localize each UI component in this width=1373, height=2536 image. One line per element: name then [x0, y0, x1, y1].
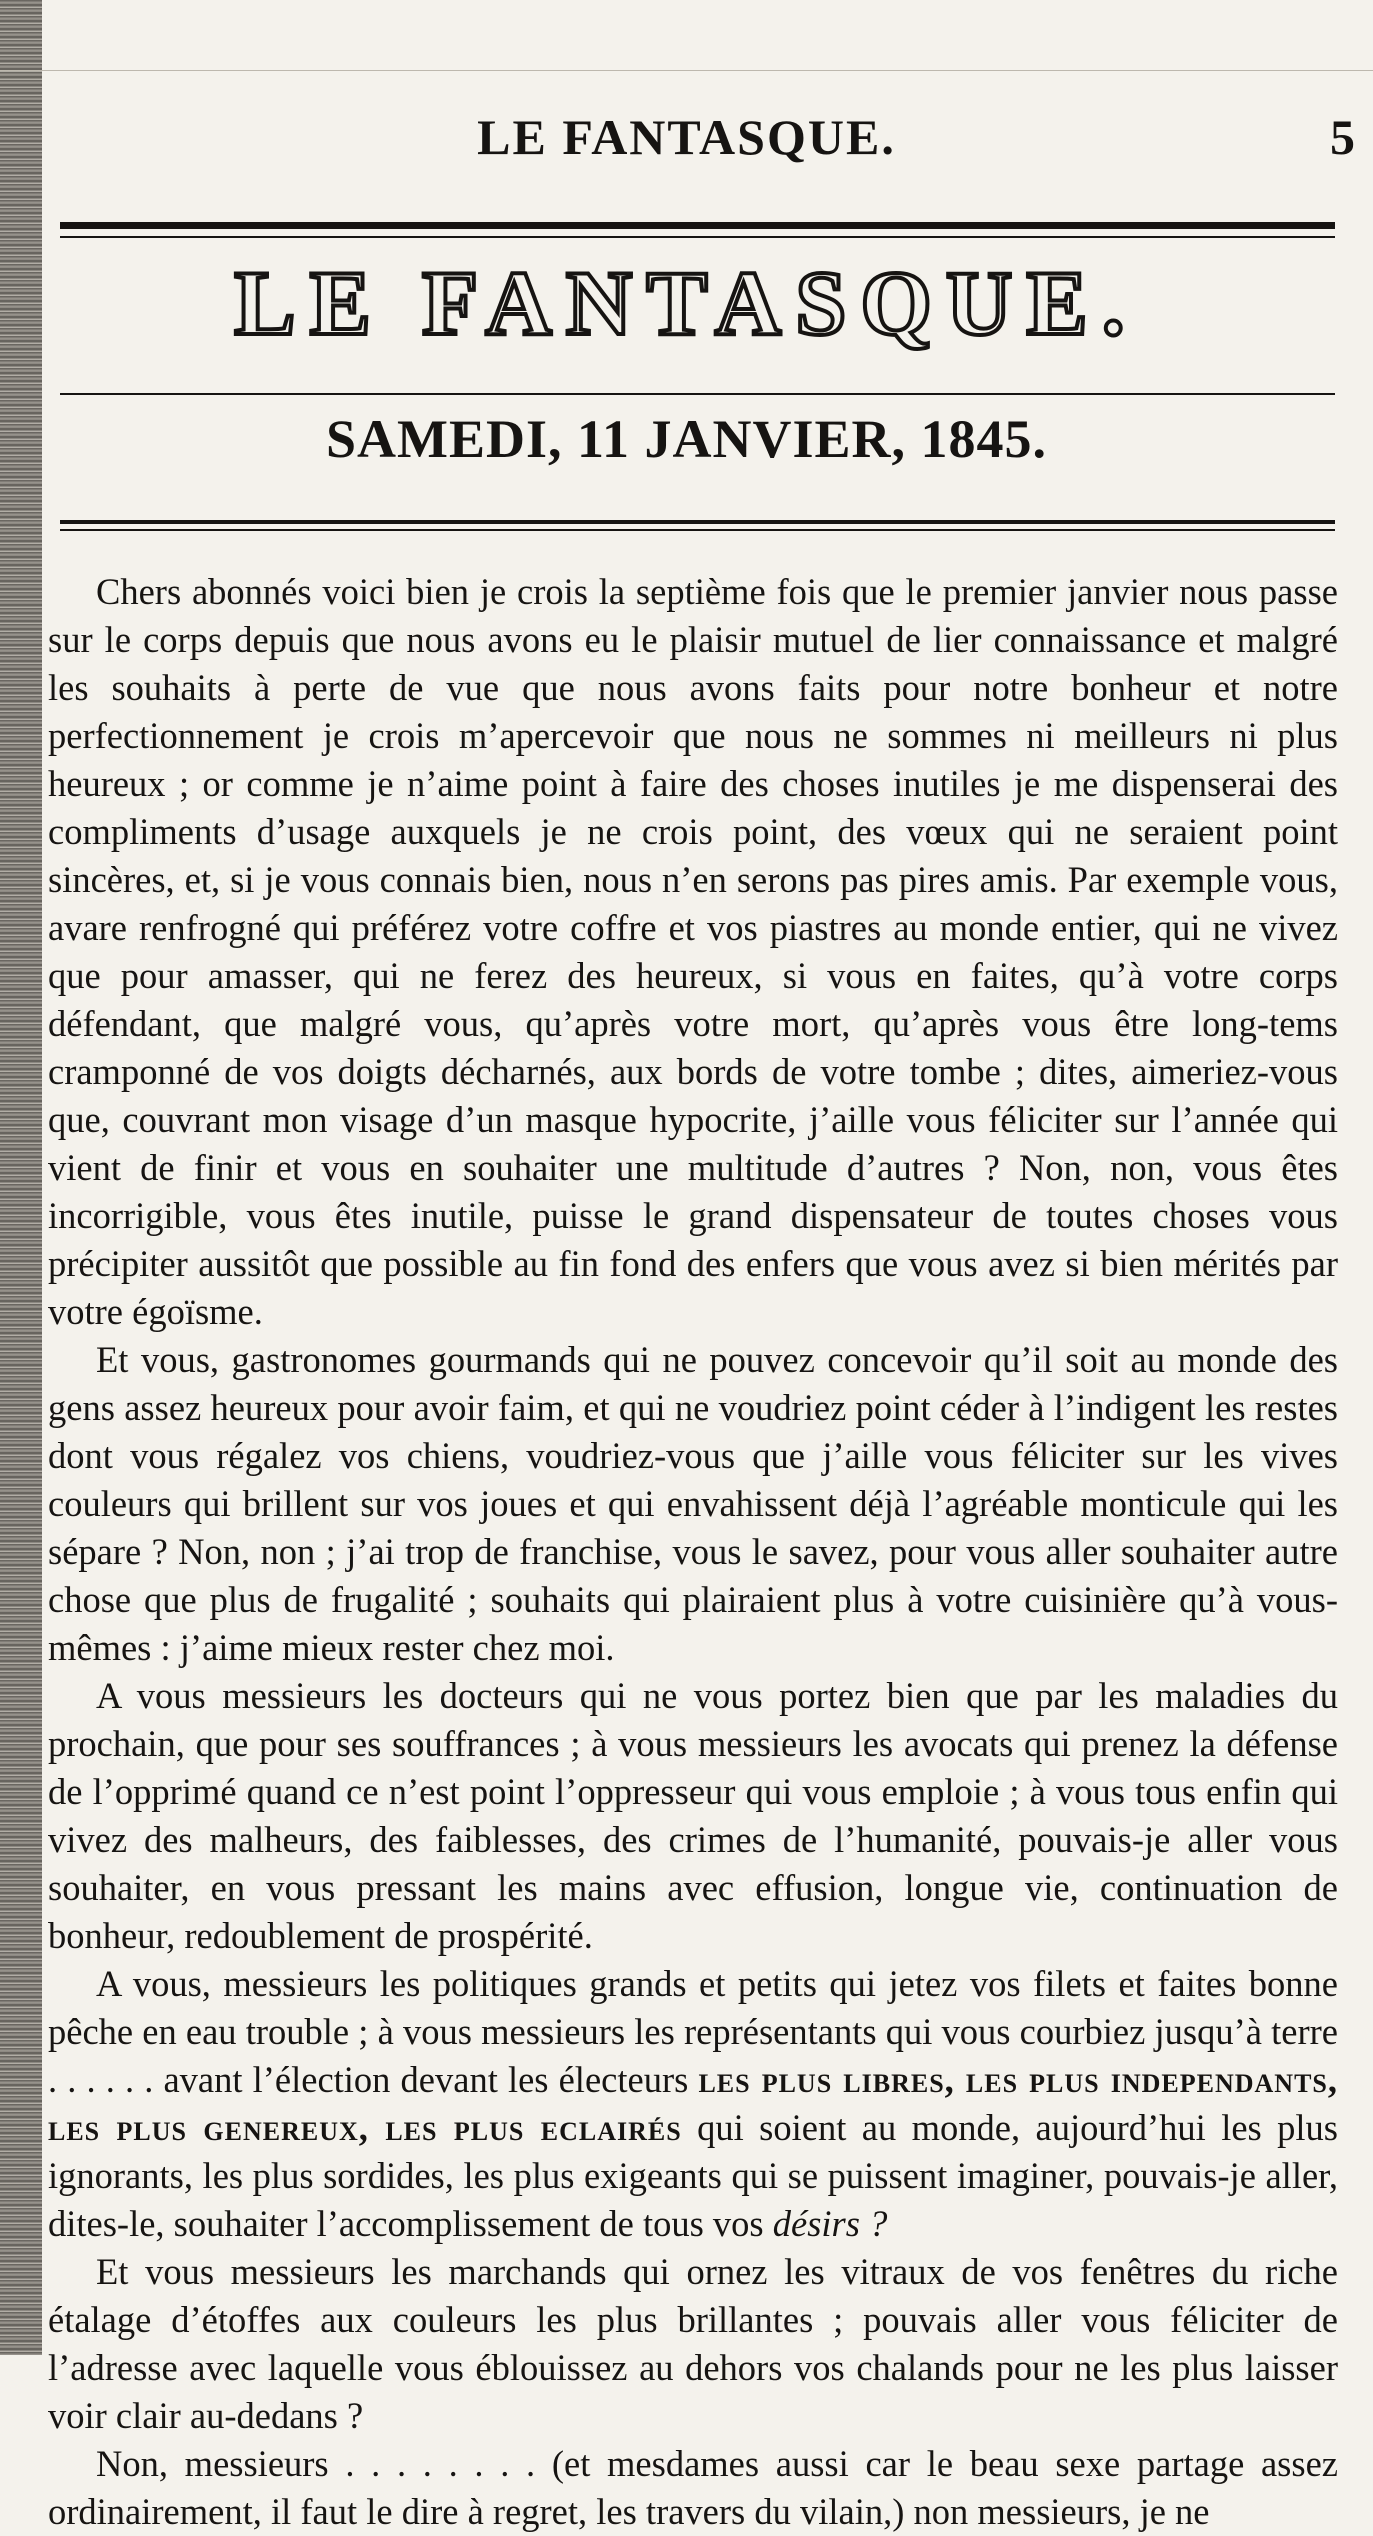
- masthead-title: LE FANTASQUE.: [234, 252, 1139, 354]
- paragraph-4-smallcaps: les plus libres, les plus independants, les plus genereux, les plus eclairés: [48, 2059, 1338, 2148]
- paragraph-4-text-a: A vous, messieurs les politiques grands et petits qui jetez vos filets et faites bonne pêche en eau trouble ; à vous messieurs les représentants qui vous courbiez jusqu’à terre . . . . . . avant l’élection devant les électeurs: [48, 1963, 1338, 2100]
- masthead-rule: [60, 393, 1335, 395]
- running-title: LE FANTASQUE.: [477, 109, 896, 165]
- date-thick-rule: [60, 520, 1335, 524]
- paragraph-3: A vous messieurs les docteurs qui ne vous portez bien que par les maladies du prochain, que pour ses souffrances ; à vous messieurs les avocats qui prenez la défense de l’opprimé quand ce n’est point l’oppresseur qui vous emploie ; à vous tous enfin qui vivez des malheurs, des faiblesses, des crimes de l’humanité, pouvais-je aller vous souhaiter, en vous pressant les mains avec effusion, longue vie, continuation de bonheur, redoublement de prospérité.: [48, 1675, 1338, 1956]
- paragraph-2: Et vous, gastronomes gourmands qui ne pouvez concevoir qu’il soit au monde des gens assez heureux pour avoir faim, et qui ne voudriez point céder à l’indigent les restes dont vous régalez vos chiens, voudriez-vous que j’aille vous féliciter sur les vives couleurs qui brillent sur vos joues et qui envahissent déjà l’agréable monticule qui les sépare ? Non, non ; j’ai trop de franchise, vous le savez, pour vous aller souhaiter autre chose que plus de frugalité ; souhaits qui plairaient plus à votre cuisinière qu’à vous-mêmes : j’aime mieux rester chez moi.: [48, 1339, 1338, 1668]
- top-thin-rule: [60, 236, 1335, 238]
- top-thick-rule: [60, 222, 1335, 229]
- date-thin-rule: [60, 529, 1335, 531]
- paragraph-4-italic: désirs ?: [772, 2203, 888, 2244]
- previous-page-strip: [0, 0, 1373, 71]
- paragraph-5: Et vous messieurs les marchands qui ornez les vitraux de vos fenêtres du riche étalage d’étoffes aux couleurs les plus brillantes ; pouvais aller vous féliciter de l’adresse avec laquelle vous éblouissez au dehors vos chalands pour ne les plus laisser voir clair au-dedans ?: [48, 2251, 1338, 2436]
- paragraph-6: Non, messieurs . . . . . . . . (et mesdames aussi car le beau sexe partage assez ordinairement, il faut le dire à regret, les travers du vilain,) non messieurs, je ne: [48, 2443, 1338, 2532]
- page-number: 5: [1330, 109, 1355, 165]
- article-body: [48, 568, 1338, 2536]
- paragraph-1: Chers abonnés voici bien je crois la septième fois que le premier janvier nous passe sur le corps depuis que nous avons eu le plaisir mutuel de lier connaissance et malgré les souhaits à perte de vue que nous avons faits pour notre bonheur et notre perfectionnement je crois m’apercevoir que nous ne sommes ni meilleurs ni plus heureux ; or comme je n’aime point à faire des choses inutiles je me dispenserai des compliments d’usage auxquels je ne crois point, des vœux qui ne seraient point sincères, et, si je vous connais bien, nous n’en serons pas pires amis. Par exemple vous, avare renfrogné qui préférez votre coffre et vos piastres au monde entier, qui ne vivez que pour amasser, qui ne ferez des heureux, si vous en faites, qu’à votre corps défendant, que malgré vous, qu’après votre mort, qu’après vous être long-tems cramponné de vos doigts décharnés, aux bords de votre tombe ; dites, aimeriez-vous que, couvrant mon visage d’un masque hypocrite, j’aille vous féliciter sur l’année qui vient de finir et vous en souhaiter une multitude d’autres ? Non, non, vous êtes incorrigible, vous êtes inutile, puisse le grand dispensateur de toutes choses vous précipiter aussitôt que possible au fin fond des enfers que vous avez si bien mérités par votre égoïsme.: [48, 571, 1338, 1332]
- paragraph-4: [48, 1960, 1338, 2248]
- issue-date: SAMEDI, 11 JANVIER, 1845.: [325, 409, 1048, 469]
- paragraph-4-text-b: qui soient au monde, aujourd’hui les plus ignorants, les plus sordides, les plus exigeants qui se puissent imaginer, pouvais-je aller, dites-le, souhaiter l’accomplissement de tous vos: [48, 2107, 1339, 2244]
